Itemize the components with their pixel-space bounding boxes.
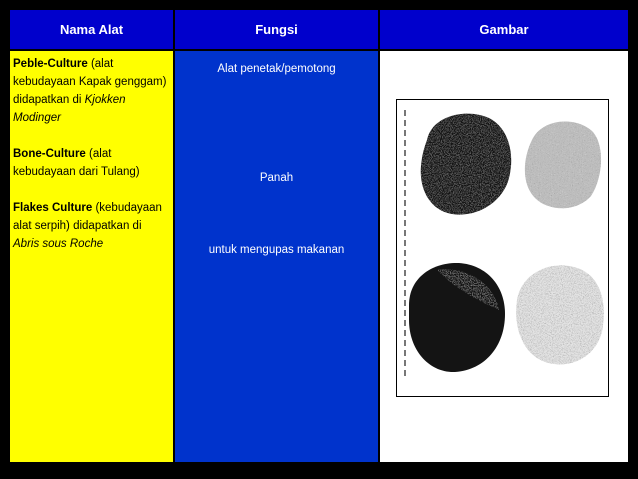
stone-top-right <box>525 122 601 209</box>
tool-name-peble-culture <box>13 55 170 127</box>
tool-name-bold: Peble-Culture <box>13 58 88 70</box>
tool-name-bone-culture <box>13 145 170 181</box>
image-column-cell <box>380 51 628 462</box>
stone-bottom-right <box>516 265 604 364</box>
stone-top-left <box>421 114 511 215</box>
tool-name-description: (alat kebudayaan Kapak genggam) didapatkan di <box>13 58 167 106</box>
header-gambar: Gambar <box>380 10 628 49</box>
header-fungsi: Fungsi <box>175 10 378 49</box>
tool-name-description: (kebudayaan alat serpih) didapatkan di <box>13 202 162 232</box>
function-bone-culture: Panah <box>259 172 294 184</box>
tool-name-description: (alat kebudayaan dari Tulang) <box>13 148 140 178</box>
name-column-cell <box>10 51 173 462</box>
header-nama-alat: Nama Alat <box>10 10 173 49</box>
function-column-cell <box>175 51 378 462</box>
tool-name-flakes-culture <box>13 199 170 253</box>
artifact-table <box>10 10 628 462</box>
tool-name-bold: Flakes Culture <box>13 202 93 214</box>
tool-name-site: Abris sous Roche <box>13 238 104 250</box>
function-flakes-culture: untuk mengupas makanan <box>208 244 345 256</box>
tool-name-site: Kjokken Modinger <box>13 94 126 124</box>
stone-tools-photo <box>396 99 609 397</box>
stone-tools-illustration <box>397 100 608 396</box>
stone-bottom-left <box>409 263 505 372</box>
tool-name-bold: Bone-Culture <box>13 148 86 160</box>
function-peble-culture: Alat penetak/pemotong <box>217 63 336 75</box>
